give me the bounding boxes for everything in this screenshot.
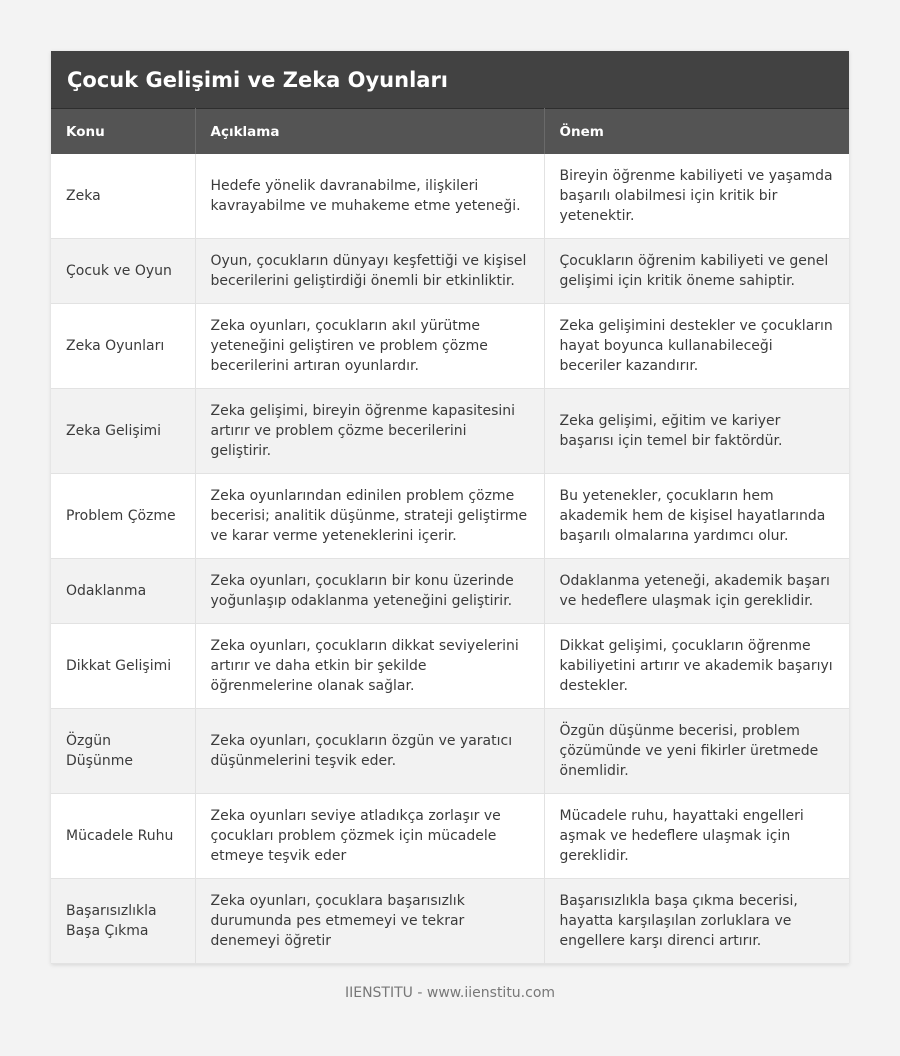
cell-konu: Zeka Oyunları [51, 304, 195, 389]
table-row [51, 239, 849, 304]
table-row [51, 624, 849, 709]
cell-onem: Dikkat gelişimi, çocukların öğrenme kabiliyetini artırır ve akademik başarıyı destekler. [544, 624, 849, 709]
cell-konu: Mücadele Ruhu [51, 794, 195, 879]
cell-konu: Çocuk ve Oyun [51, 239, 195, 304]
cell-aciklama: Zeka oyunları, çocuklara başarısızlık durumunda pes etmemeyi ve tekrar denemeyi öğretir [195, 879, 544, 964]
cell-aciklama: Zeka oyunları, çocukların akıl yürütme yeteneğini geliştiren ve problem çözme becerilerini artıran oyunlardır. [195, 304, 544, 389]
cell-onem: Bu yetenekler, çocukların hem akademik hem de kişisel hayatlarında başarılı olmalarına yardımcı olur. [544, 474, 849, 559]
column-header-aciklama: Açıklama [195, 109, 544, 155]
page-title: Çocuk Gelişimi ve Zeka Oyunları [67, 67, 449, 92]
cell-onem: Başarısızlıkla başa çıkma becerisi, hayatta karşılaşılan zorluklara ve engellere karşı direnci artırır. [544, 879, 849, 964]
cell-onem: Özgün düşünme becerisi, problem çözümünde ve yeni fikirler üretmede önemlidir. [544, 709, 849, 794]
table-row [51, 879, 849, 964]
cell-aciklama: Zeka oyunları, çocukların dikkat seviyelerini artırır ve daha etkin bir şekilde öğrenmelerine olanak sağlar. [195, 624, 544, 709]
cell-aciklama: Oyun, çocukların dünyayı keşfettiği ve kişisel becerilerini geliştirdiği önemli bir etkinliktir. [195, 239, 544, 304]
table-row [51, 304, 849, 389]
cell-aciklama: Zeka oyunlarından edinilen problem çözme becerisi; analitik düşünme, strateji geliştirme ve karar verme yeteneklerini içerir. [195, 474, 544, 559]
table-row [51, 794, 849, 879]
data-table [51, 108, 849, 964]
cell-onem: Zeka gelişimi, eğitim ve kariyer başarısı için temel bir faktördür. [544, 389, 849, 474]
cell-onem: Bireyin öğrenme kabiliyeti ve yaşamda başarılı olabilmesi için kritik bir yetenektir. [544, 154, 849, 239]
cell-konu: Zeka [51, 154, 195, 239]
cell-konu: Başarısızlıkla Başa Çıkma [51, 879, 195, 964]
cell-konu: Odaklanma [51, 559, 195, 624]
cell-konu: Özgün Düşünme [51, 709, 195, 794]
cell-konu: Problem Çözme [51, 474, 195, 559]
cell-aciklama: Zeka gelişimi, bireyin öğrenme kapasitesini artırır ve problem çözme becerilerini geliştirir. [195, 389, 544, 474]
table-row [51, 559, 849, 624]
footer-credit: IIENSTITU - www.iienstitu.com [344, 985, 556, 1001]
cell-aciklama: Zeka oyunları seviye atladıkça zorlaşır ve çocukları problem çözmek için mücadele etmeye teşvik eder [195, 794, 544, 879]
table-row [51, 154, 849, 239]
column-header-onem: Önem [544, 109, 849, 155]
column-header-konu: Konu [51, 109, 195, 155]
table-row [51, 474, 849, 559]
cell-aciklama: Zeka oyunları, çocukların özgün ve yaratıcı düşünmelerini teşvik eder. [195, 709, 544, 794]
cell-aciklama: Zeka oyunları, çocukların bir konu üzerinde yoğunlaşıp odaklanma yeteneğini geliştirir. [195, 559, 544, 624]
table-header-row [51, 109, 849, 155]
cell-onem: Odaklanma yeteneği, akademik başarı ve hedeflere ulaşmak için gereklidir. [544, 559, 849, 624]
cell-aciklama: Hedefe yönelik davranabilme, ilişkileri kavrayabilme ve muhakeme etme yeteneği. [195, 154, 544, 239]
cell-konu: Dikkat Gelişimi [51, 624, 195, 709]
title-bar [51, 51, 849, 108]
cell-onem: Zeka gelişimini destekler ve çocukların hayat boyunca kullanabileceği beceriler kazandırır. [544, 304, 849, 389]
table-row [51, 709, 849, 794]
table-row [51, 389, 849, 474]
cell-konu: Zeka Gelişimi [51, 389, 195, 474]
cell-onem: Çocukların öğrenim kabiliyeti ve genel gelişimi için kritik öneme sahiptir. [544, 239, 849, 304]
table-card [51, 51, 849, 964]
cell-onem: Mücadele ruhu, hayattaki engelleri aşmak ve hedeflere ulaşmak için gereklidir. [544, 794, 849, 879]
